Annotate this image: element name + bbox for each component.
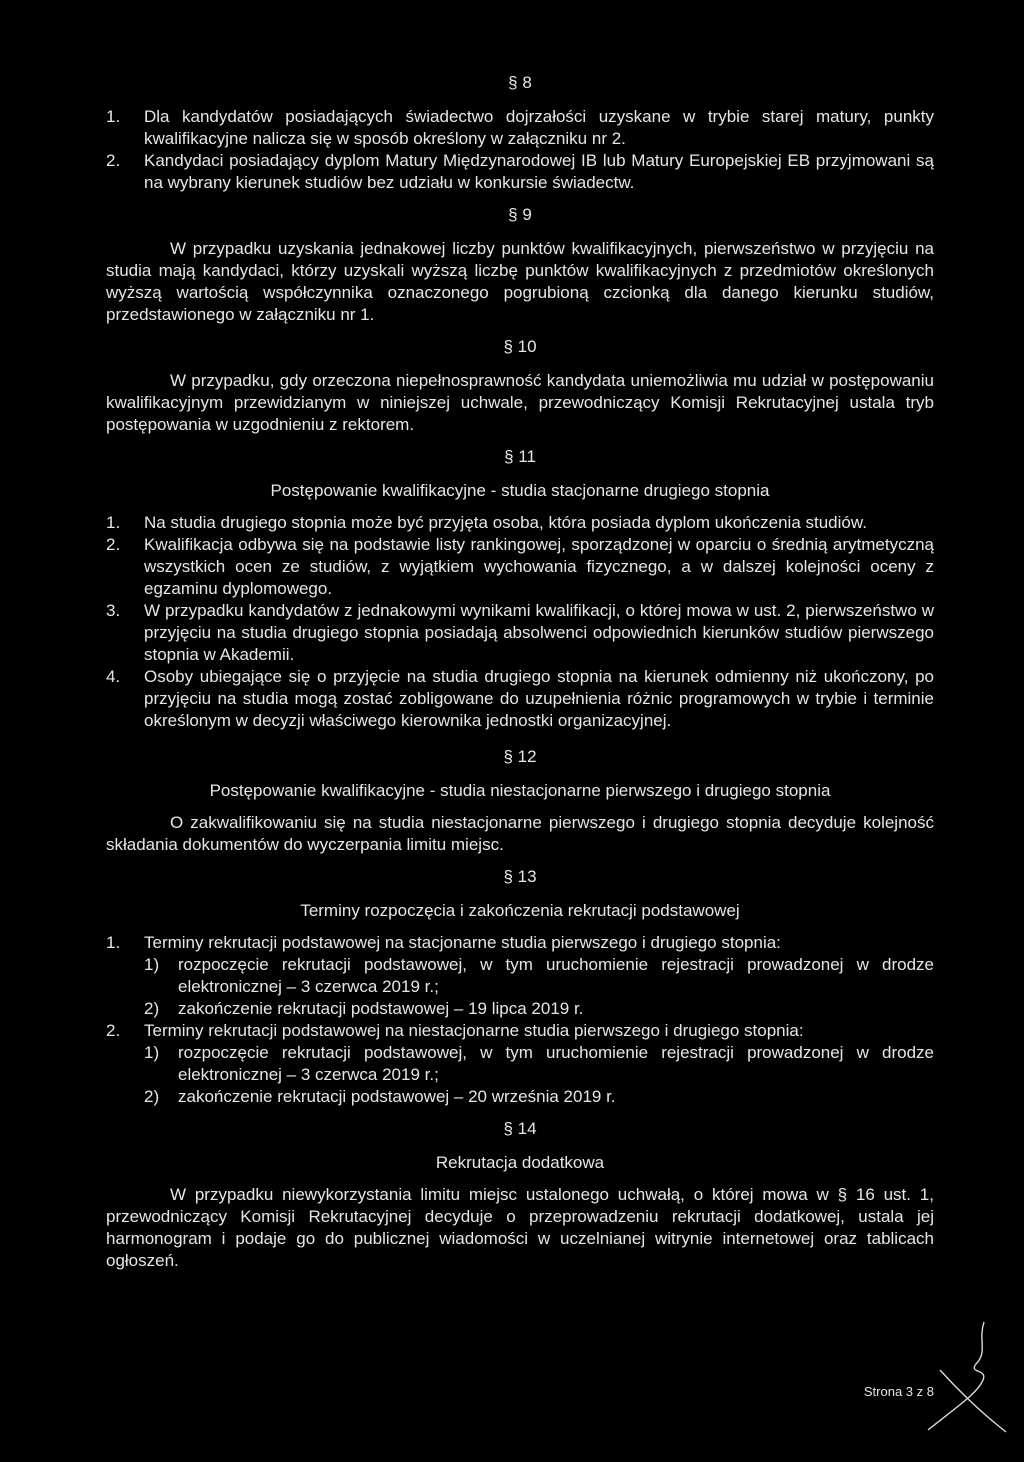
section-10-text: W przypadku, gdy orzeczona niepełnosprawność kandydata uniemożliwia mu udział w postępowaniu kwalifikacyjnym przewidzianym w niniejszej uchwale, przewodniczący Komisji Rekrutacyjnej ustala tryb postępowania w uzgodnieniu z rektorem. xyxy=(106,371,934,434)
item-text: Osoby ubiegające się o przyjęcie na studia drugiego stopnia na kierunek odmienny niż ukończony, po przyjęciu na studia mogą zostać zobligowane do uzupełnienia różnic programowych w trybie i terminie określonym w decyzji właściwego kierownika jednostki organizacyjnej. xyxy=(144,667,934,730)
sub-item-text: rozpoczęcie rekrutacji podstawowej, w tym uruchomienie rejestracji prowadzonej w drodze elektronicznej – 3 czerwca 2019 r.; xyxy=(178,1043,934,1084)
section-14-title: § 14 xyxy=(503,1119,537,1138)
item-number: 3. xyxy=(106,601,121,620)
document-page xyxy=(106,72,934,1272)
item-text: Kandydaci posiadający dyplom Matury Międzynarodowej IB lub Matury Europejskiej EB przyjmowani są na wybrany kierunek studiów bez udziału w konkursie świadectw. xyxy=(144,151,934,192)
section-11-list xyxy=(106,512,934,732)
item-number: 2. xyxy=(106,151,121,170)
section-13-title: § 13 xyxy=(503,867,537,886)
item-number: 2. xyxy=(106,535,121,554)
list-item xyxy=(106,150,934,194)
section-13-list xyxy=(106,932,934,1108)
item-text: Terminy rekrutacji podstawowej na niestacjonarne studia pierwszego i drugiego stopnia: xyxy=(144,1021,804,1040)
list-item xyxy=(106,1020,934,1108)
section-14-heading: Rekrutacja dodatkowa xyxy=(435,1153,605,1172)
item-number: 2. xyxy=(106,1021,121,1040)
item-text: Kwalifikacja odbywa się na podstawie listy rankingowej, sporządzonej w oparciu o średnią arytmetyczną wszystkich ocen ze studiów, z wyjątkiem wychowania fizycznego, a w dalszej kolejności oceny z egzaminu dyplomowego. xyxy=(144,535,934,598)
signature-scribble-icon xyxy=(918,1320,1018,1440)
sub-list xyxy=(144,1042,934,1108)
list-item xyxy=(106,932,934,1020)
list-item xyxy=(106,666,934,732)
sub-list-item xyxy=(144,954,934,998)
item-number: 4. xyxy=(106,667,121,686)
section-9-text: W przypadku uzyskania jednakowej liczby punktów kwalifikacyjnych, pierwszeństwo w przyjęciu na studia mają kandydaci, którzy uzyskali wyższą liczbę punktów kwalifikacyjnych z przedmiotów określonych wyższą wartością współczynnika oznaczonego pogrubioną czcionką dla danego kierunku studiów, przedstawionego w załączniku nr 1. xyxy=(106,239,934,324)
section-9-title: § 9 xyxy=(508,205,532,224)
item-number: 1. xyxy=(106,513,121,532)
section-11-heading: Postępowanie kwalifikacyjne - studia stacjonarne drugiego stopnia xyxy=(270,481,770,500)
sub-list-item xyxy=(144,1086,934,1108)
list-item xyxy=(106,512,934,534)
item-number: 1. xyxy=(106,107,121,126)
section-11-title: § 11 xyxy=(504,447,536,466)
item-text: Terminy rekrutacji podstawowej na stacjonarne studia pierwszego i drugiego stopnia: xyxy=(144,933,781,952)
sub-item-number: 1) xyxy=(144,1043,160,1062)
sub-item-number: 2) xyxy=(144,999,160,1018)
section-13-heading: Terminy rozpoczęcia i zakończenia rekrutacji podstawowej xyxy=(300,901,740,920)
section-8-title: § 8 xyxy=(508,73,532,92)
sub-item-number: 2) xyxy=(144,1087,160,1106)
section-12-heading: Postępowanie kwalifikacyjne - studia niestacjonarne pierwszego i drugiego stopnia xyxy=(209,781,831,800)
sub-list xyxy=(144,954,934,1020)
sub-item-number: 1) xyxy=(144,955,160,974)
list-item xyxy=(106,106,934,150)
page-number: Strona 3 z 8 xyxy=(863,1384,934,1399)
section-12-title: § 12 xyxy=(503,747,537,766)
item-text: Na studia drugiego stopnia może być przyjęta osoba, która posiada dyplom ukończenia studiów. xyxy=(144,513,867,532)
list-item xyxy=(106,534,934,600)
sub-item-text: zakończenie rekrutacji podstawowej – 20 września 2019 r. xyxy=(178,1087,616,1106)
sub-list-item xyxy=(144,998,934,1020)
section-14-text: W przypadku niewykorzystania limitu miejsc ustalonego uchwałą, o której mowa w § 16 ust. 1, przewodniczący Komisji Rekrutacyjnej decyduje o przeprowadzeniu rekrutacji dodatkowej, ustala jej harmonogram i podaje go do publicznej wiadomości w uczelnianej witrynie internetowej oraz tablicach ogłoszeń. xyxy=(106,1185,934,1270)
sub-item-text: rozpoczęcie rekrutacji podstawowej, w tym uruchomienie rejestracji prowadzonej w drodze elektronicznej – 3 czerwca 2019 r.; xyxy=(178,955,934,996)
item-text: W przypadku kandydatów z jednakowymi wynikami kwalifikacji, o której mowa w ust. 2, pierwszeństwo w przyjęciu na studia drugiego stopnia posiadają absolwenci odpowiednich kierunków studiów pierwszego stopnia w Akademii. xyxy=(144,601,934,664)
sub-list-item xyxy=(144,1042,934,1086)
item-text: Dla kandydatów posiadających świadectwo dojrzałości uzyskane w trybie starej matury, punkty kwalifikacyjne nalicza się w sposób określony w załączniku nr 2. xyxy=(144,107,934,148)
item-number: 1. xyxy=(106,933,121,952)
section-8-list xyxy=(106,106,934,194)
section-12-text: O zakwalifikowaniu się na studia niestacjonarne pierwszego i drugiego stopnia decyduje kolejność składania dokumentów do wyczerpania limitu miejsc. xyxy=(106,813,934,854)
section-10-title: § 10 xyxy=(503,337,537,356)
list-item xyxy=(106,600,934,666)
sub-item-text: zakończenie rekrutacji podstawowej – 19 lipca 2019 r. xyxy=(178,999,584,1018)
